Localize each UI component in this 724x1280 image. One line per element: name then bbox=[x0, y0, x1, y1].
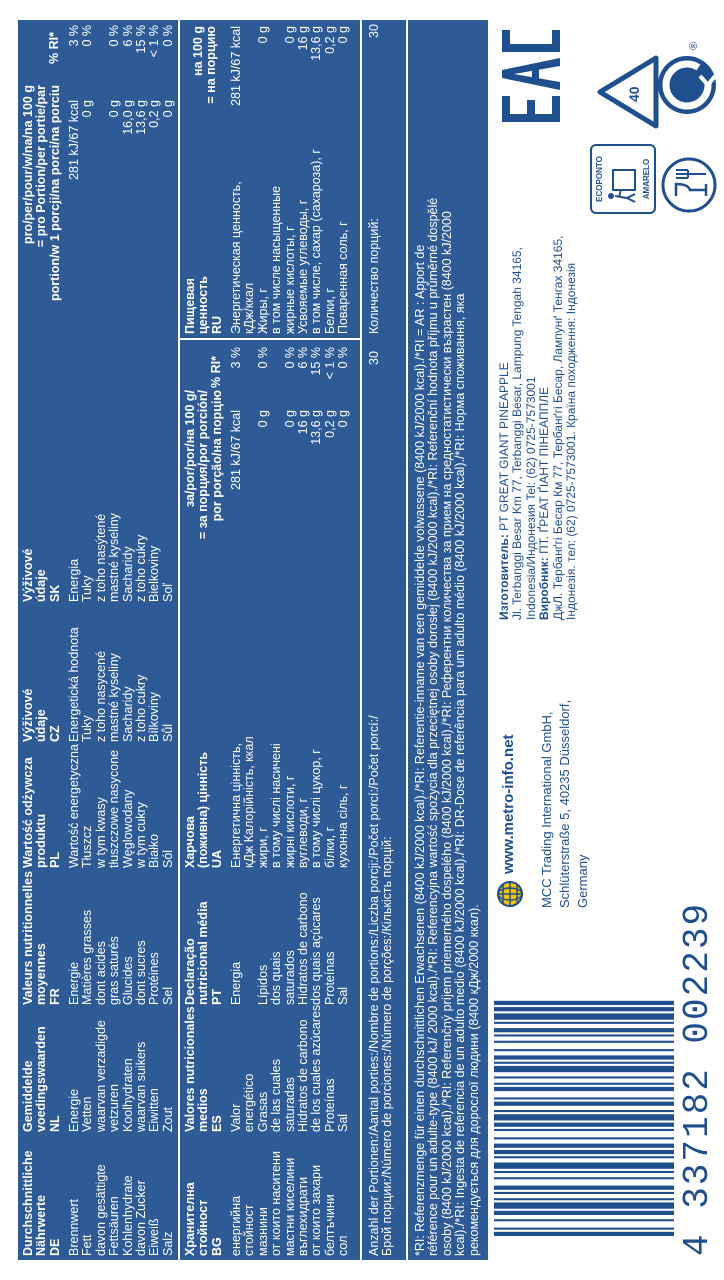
ecoponto-icon: ECOPONTO AMARELO bbox=[590, 144, 656, 214]
ri-header: % RI* bbox=[47, 32, 61, 64]
col-pt-title: Declaração nutricional média PT bbox=[183, 901, 224, 1005]
portions-row bbox=[362, 20, 406, 1260]
barcode-bar bbox=[494, 1055, 674, 1059]
food-contact-icon bbox=[660, 156, 721, 214]
barcode-bar bbox=[494, 1007, 674, 1011]
nutrition-table-top bbox=[18, 20, 178, 1260]
col-nl-title: Gemiddelde voedingswaarden NL bbox=[21, 1026, 62, 1132]
barcode-bar bbox=[494, 1202, 674, 1208]
barcode-bar bbox=[494, 1110, 674, 1112]
values-top: 281 kJ/67 kcal 0 g 0 g 16,0 g 13,6 g 0,2 g 0 g bbox=[67, 100, 175, 180]
col-sk-title: Výživové údaje SK bbox=[21, 548, 62, 602]
barcode-bar bbox=[494, 1041, 674, 1043]
barcode-bar bbox=[494, 1013, 674, 1019]
barcode-bar bbox=[494, 1144, 674, 1148]
ru-rows: Энергетическая ценность, кДж/ккал Жиры, г в том числе насыщенные жирные кислоты, г Усвояемые углеводы, г в том числе, сахар (сахароза), г Белки, г Поваренная соль, г bbox=[229, 149, 351, 334]
barcode-bar bbox=[494, 1114, 674, 1120]
portions-ru-label: Количество порций: bbox=[367, 218, 381, 334]
portions-ru-value: 30 bbox=[367, 24, 381, 38]
col-de-title: Durchschnittliche Nährwerte DE bbox=[21, 1150, 62, 1256]
ru-values: 281 kJ/67 kcal 0 g 0 g 16 g 13,6 g 0,2 g 0 g bbox=[229, 26, 351, 106]
company-block bbox=[494, 628, 720, 908]
col-cz-title: Výživové údaje CZ bbox=[21, 688, 62, 742]
producer-block: Изготовитель: PT GREAT GIANT PINEAPPLE Jl. Terbanggi Besar Km 77, Terbanggi Besar, Lampung Tengah 34165, Indonesia/Индонезия Tel: (62) 0725-7573001 Виробник: ПТ. ҐРЕАТ ҐІАНТ ПІНЕАППЛЕ ДжЛ. Тербанґгі Бесар Км 77, Тербанґгі Бесар, Лампунґ Тенгах 34165, Індонезія. тел: (62) 0725-7573001. Країна походження: Індонезія bbox=[497, 235, 578, 620]
globe-icon bbox=[496, 880, 527, 908]
barcode bbox=[492, 901, 718, 1256]
barcode-bar bbox=[494, 1198, 674, 1200]
barcode-bar bbox=[494, 1097, 674, 1099]
barcode-bar bbox=[494, 1192, 674, 1194]
per-100g-header: pro/per/pour/w/na/na 100 g = pro Portion/per portie/par portion/w 1 porcji/na porci/na porciu bbox=[21, 85, 62, 301]
barcode-bar bbox=[494, 1171, 674, 1173]
col-fr-rows: Energie Matières grasses dont acides gras saturés Glucides dont sucres Protéines Sel bbox=[67, 909, 175, 1005]
col-sk-rows: Energia Tuky z toho nasýtené mastné kyseliny Sacharidy z toho cukry Bielkoviny Soľ bbox=[67, 513, 175, 602]
barcode-bar bbox=[494, 1049, 674, 1051]
barcode-bar bbox=[494, 1129, 674, 1131]
producer-ru-name: PT GREAT GIANT PINEAPPLE bbox=[497, 362, 511, 531]
portions-value: 30 bbox=[367, 351, 381, 365]
recycle-fe-icon: 40 bbox=[594, 52, 664, 132]
company-address: MCC Trading International GmbH, Schlüterstraße 5, 40235 Düsseldorf, Germany bbox=[539, 699, 590, 908]
barcode-bars bbox=[494, 938, 694, 1238]
producer-ua-label: Виробник: bbox=[537, 557, 552, 620]
barcode-bar bbox=[494, 1186, 674, 1190]
ri-footnote bbox=[408, 20, 488, 1260]
col-nl-rows: Energie Vetten waarvan verzadigde vetzuren Koolhydraten waarvan suikers Eiwitten Zout bbox=[67, 1020, 175, 1132]
ri-footnote-text: *RI: Referenzmenge für einen durchschnittlichen Erwachsenen (8400 kJ/2000 kcal)./*RI: Referentie-inname van een gemiddelde volwassene (8400 kJ/2000 kcal)./*RI = AR : Apport de référence pour un adulte-type (8400 kJ/ 2000 kcal)./*RI: Referencyjna wartość spożycia dla przeciętnej osoby dorosłej (8400 kJ/2000 kcal)./*RI: Referenční hodnota příjmu u průměrné dospělé osoby (8400 kJ/2000 kcal)./*RI: Referenčný príjem priemerného dospelého (8400 kJ/2000 kcal)./*RI: Референтни количества за прием на средностатистически възрастен (8400 kJ/2000 kcal)./*RI: Ingesta de referencia de un adulto medio (8400 kJ/2000 kcal)./*RI: DR-Dose de referência para um adulto médio (8400 kJ/2000 kcal)./*RI: Норма споживання, яка рекомендується для дорослої людини (8400 кДж/2000 ккал). bbox=[413, 197, 481, 1256]
barcode-bar bbox=[494, 1001, 674, 1005]
col-fr-title: Valeurs nutritionnelles moyennes FR bbox=[21, 870, 62, 1005]
registered-mark: ® bbox=[688, 41, 700, 50]
barcode-digits: 4 337182 002239 bbox=[677, 901, 718, 1256]
barcode-bar bbox=[494, 1066, 674, 1072]
barcode-bar bbox=[494, 1083, 674, 1085]
barcode-bar bbox=[494, 1076, 674, 1078]
barcode-bar bbox=[494, 1211, 674, 1215]
col-bg-title: Хранителна стойност BG bbox=[183, 1182, 224, 1256]
producer-ua-name: ПТ. ҐРЕАТ ҐІАНТ ПІНЕАППЛЕ bbox=[537, 386, 552, 554]
col-pl-title: Wartość odżywcza produktu PL bbox=[21, 757, 62, 868]
per-100g-header-2: за/por/por/на 100 g/ = за порция/por porción/ por porção/на порцію bbox=[183, 390, 224, 540]
col-pl-rows: Wartość energetyczna Tłuszcz w tym kwasy tłuszczowe nasycone Węglowodany w tym cukry Białko Sól bbox=[67, 744, 175, 868]
ri-values-top: 3 % 0 % 0 % 6 % 15 % < 1 % 0 % bbox=[67, 25, 175, 58]
barcode-bar bbox=[494, 1232, 674, 1236]
barcode-bar bbox=[494, 1228, 674, 1230]
symbols-block bbox=[494, 4, 720, 220]
barcode-bar bbox=[494, 1062, 674, 1064]
col-ua-rows: Енергетична цінність, кДж Калорійність, ккал жири, г в тому числі насичені жирні кислоти, г вуглеводи, г в тому числі цукор, г білки, г кухонна сіль, г bbox=[229, 736, 351, 868]
col-es-rows: Valor energético Grasas de las cuales saturadas Hidratos de carbono de los cuales azúcares Proteínas Sal bbox=[229, 1004, 351, 1132]
website-link[interactable]: www.metro-info.net bbox=[500, 734, 517, 874]
ru-per-header: на 100 g = на порцию bbox=[191, 26, 219, 104]
barcode-bar bbox=[494, 1156, 674, 1158]
col-pt-rows: Energia Lípidos dos quais saturados Hidratos de carbono dos quais açúcares Proteínas Sal bbox=[229, 892, 351, 1005]
barcode-bar bbox=[494, 1137, 674, 1139]
producer-ru-label: Изготовитель: bbox=[497, 534, 511, 620]
nutrition-table-middle bbox=[180, 340, 360, 1260]
ri-header-2: % RI* bbox=[209, 356, 223, 388]
values-middle: 281 kJ/67 kcal 0 g 0 g 16 g 13,6 g 0,2 g 0 g bbox=[229, 410, 351, 490]
eac-mark-icon bbox=[498, 28, 567, 124]
green-dot-icon bbox=[656, 54, 721, 116]
col-es-title: Valores nutricionales medios ES bbox=[183, 1006, 224, 1132]
col-ua-title: Харчова (поживна) цінність UA bbox=[183, 751, 224, 868]
barcode-bar bbox=[494, 1177, 674, 1179]
barcode-bar bbox=[494, 1123, 674, 1127]
barcode-bar bbox=[494, 1219, 674, 1221]
barcode-bar bbox=[494, 1102, 674, 1106]
nutrition-table-ru bbox=[180, 20, 360, 338]
barcode-bar bbox=[494, 1022, 674, 1024]
col-cz-rows: Energetická hodnota Tuky z toho nasycené mastné kyseliny Sacharidy z toho cukry Bílkoviny Sůl bbox=[67, 627, 175, 742]
portions-text: Anzahl der Portionen:/Aantal porties:/Nombre de portions:/Liczba porcji:/Počet porcí:/Počet porcí:/ Брой порции:/Número de porciones:/Número de porções:/Кількість порцій: bbox=[367, 715, 395, 1256]
barcode-bar bbox=[494, 1034, 674, 1036]
barcode-bar bbox=[494, 1163, 674, 1169]
barcode-bar bbox=[494, 1087, 674, 1091]
col-bg-rows: енергийна стойност мазнини от които наситени мастни киселини въглехидрати от които захари белтъчини сол bbox=[229, 1151, 351, 1256]
ri-values-middle: 3 % 0 % 0 % 6 % 15 % < 1 % 0 % bbox=[229, 347, 351, 380]
barcode-bar bbox=[494, 1150, 674, 1154]
barcode-bar bbox=[494, 1028, 674, 1032]
col-de-rows: Brennwert Fett davon gesättigte Fettsäuren Kohlenhydrate davon Zucker Eiweiß Salz bbox=[67, 1164, 175, 1256]
ru-title: Пищевая ценность RU bbox=[183, 276, 224, 334]
